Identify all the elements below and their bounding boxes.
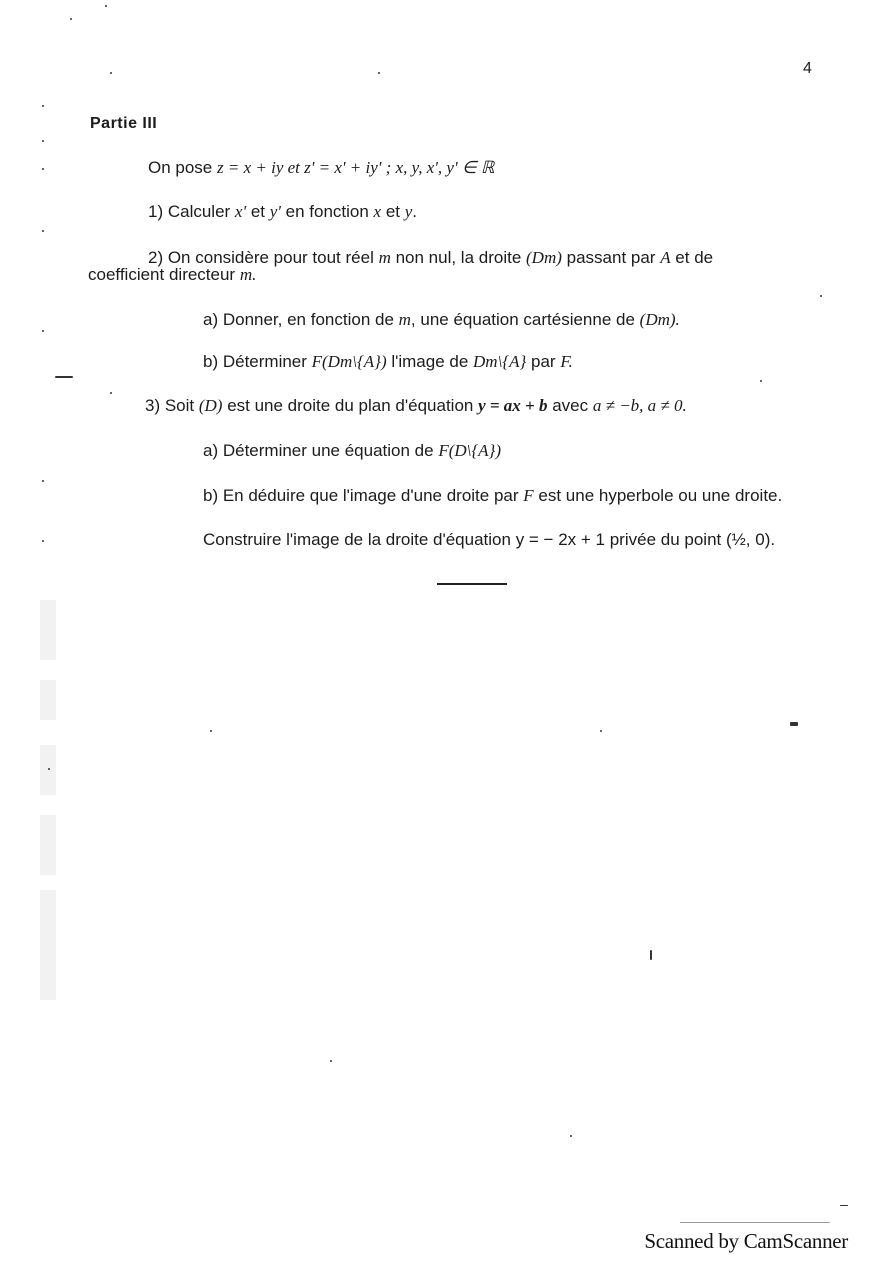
q1-math: y' <box>269 202 281 221</box>
q3c-math: (½, 0). <box>725 530 776 549</box>
q2b-math: Dm\{A} <box>473 352 527 371</box>
q2a-math: m <box>398 310 411 329</box>
scan-speck <box>820 295 822 297</box>
intro-math: z = x + iy et z' = x' + iy' ; x, y, x', y' ∈ ℝ <box>217 158 495 177</box>
q2-text: 2) On considère pour tout réel <box>148 248 379 267</box>
q3b-text: b) En déduire que l'image d'une droite par <box>203 486 524 505</box>
q1-text: . <box>412 202 417 221</box>
scan-speck <box>570 1135 572 1137</box>
q3-text: est une droite du plan d'équation <box>222 396 479 415</box>
scan-speck <box>42 230 44 232</box>
q2-text: coefficient directeur <box>88 265 240 284</box>
scan-speck <box>210 730 212 732</box>
q3c-text: Construire l'image de la droite d'équation <box>203 530 516 549</box>
q2b-math: F. <box>560 352 573 371</box>
q3c-math: y = − 2x + 1 <box>515 530 605 549</box>
question-3a <box>203 441 501 461</box>
scan-shadow <box>40 680 56 720</box>
scan-speck <box>378 72 380 74</box>
q2a-text: a) Donner, en fonction de <box>203 310 399 329</box>
question-3 <box>145 396 687 416</box>
scan-speck <box>42 480 44 482</box>
q2-math: m <box>378 248 391 267</box>
scan-speck <box>42 168 44 170</box>
scan-shadow <box>40 600 56 660</box>
q2a-math: (Dm). <box>639 310 680 329</box>
scan-speck <box>760 380 762 382</box>
q2-text: non nul, la droite <box>390 248 527 267</box>
end-rule <box>437 583 507 585</box>
question-1 <box>148 202 417 222</box>
section-title: Partie III <box>90 115 158 132</box>
scan-speck <box>330 1060 332 1062</box>
q2b-text: par <box>526 352 561 371</box>
question-3b <box>203 486 782 506</box>
scanner-watermark: Scanned by CamScanner <box>644 1229 848 1253</box>
q3-text: avec <box>547 396 593 415</box>
scan-speck <box>110 392 112 394</box>
q3-math: y = ax + b <box>478 396 548 415</box>
q2a-text: , une équation cartésienne de <box>410 310 640 329</box>
q2-math: (Dm) <box>526 248 562 267</box>
question-3c <box>203 530 775 550</box>
question-2b <box>203 352 573 372</box>
q1-text: et <box>246 202 270 221</box>
q2b-text: l'image de <box>386 352 474 371</box>
intro-line <box>148 158 494 178</box>
scan-shadow <box>40 815 56 875</box>
q2-math: m. <box>239 265 257 284</box>
scan-speck <box>650 950 652 960</box>
q3-math: (D) <box>198 396 223 415</box>
scan-speck <box>110 72 112 74</box>
scan-speck <box>70 18 72 20</box>
scan-shadow <box>40 890 56 1000</box>
q2-math: A <box>660 248 671 267</box>
scan-shadow <box>40 745 56 795</box>
q3b-math: F <box>523 486 534 505</box>
scan-speck <box>790 722 798 726</box>
question-2-line-2 <box>88 265 256 285</box>
q3-text: 3) Soit <box>145 396 199 415</box>
q1-text: en fonction <box>280 202 374 221</box>
page-number: 4 <box>803 60 812 77</box>
q1-math: x' <box>234 202 247 221</box>
scan-speck <box>42 105 44 107</box>
scan-speck <box>42 540 44 542</box>
scan-speck <box>600 730 602 732</box>
q1-math: y <box>404 202 413 221</box>
scan-speck <box>680 1222 830 1223</box>
scan-speck <box>42 330 44 332</box>
q3a-text: a) Déterminer une équation de <box>203 441 439 460</box>
q1-text: et <box>381 202 405 221</box>
scan-speck <box>48 768 50 770</box>
q2b-math: F(Dm\{A}) <box>311 352 387 371</box>
question-2a <box>203 310 680 330</box>
q3c-text: privée du point <box>605 530 726 549</box>
q2-text: passant par <box>561 248 661 267</box>
intro-text: On pose <box>148 158 217 177</box>
q3-math: a ≠ −b, a ≠ 0. <box>592 396 687 415</box>
q2-text: et de <box>670 248 714 267</box>
q3a-math: F(D\{A}) <box>438 441 501 460</box>
q1-math: x <box>373 202 382 221</box>
q3b-text: est une hyperbole ou une droite. <box>533 486 783 505</box>
scan-speck <box>105 5 107 7</box>
scan-speck <box>42 140 44 142</box>
scan-speck <box>55 376 73 378</box>
scan-speck <box>840 1205 848 1206</box>
q2b-text: b) Déterminer <box>203 352 312 371</box>
q1-text: 1) Calculer <box>148 202 235 221</box>
